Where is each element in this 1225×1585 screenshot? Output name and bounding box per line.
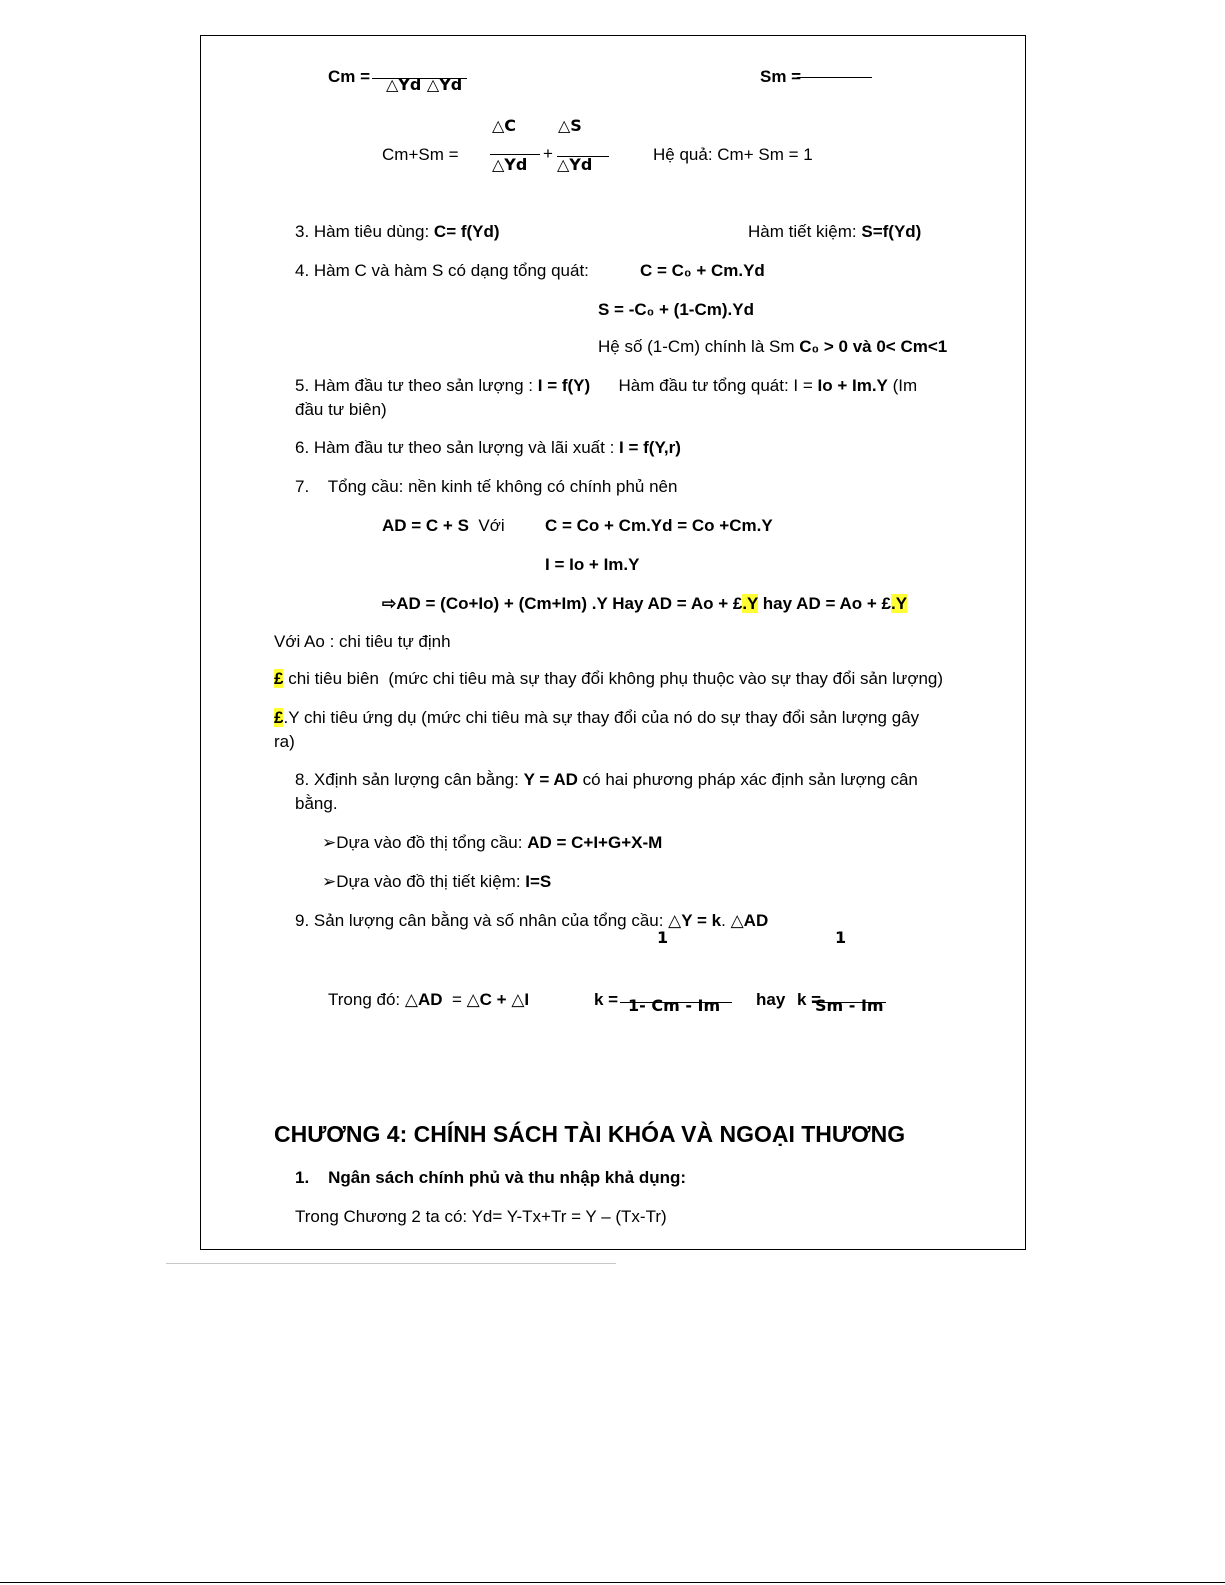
pound-y-note: £.Y chi tiêu ứng dụ (mức chi tiêu mà sự thay đổi của nó do sự thay đổi sản lượng gây	[274, 708, 920, 727]
item-4-c-formula: C = C₀ + Cm.Yd	[640, 261, 765, 280]
hay-word: hay	[756, 990, 786, 1009]
sum-denominator-2: △Yd	[557, 155, 593, 174]
sum-label: Cm+Sm =	[382, 145, 459, 164]
sum-numerator-c: △C	[492, 116, 517, 135]
sum-numerator-s: △S	[558, 116, 582, 135]
k1-numerator: 1	[657, 928, 669, 947]
item-7: 7. Tổng cầu: nền kinh tế không có chính phủ nên	[295, 477, 678, 496]
cm-label: Cm =	[328, 67, 371, 86]
item-3-savings: Hàm tiết kiệm: S=f(Yd)	[748, 222, 922, 241]
item-3: 3. Hàm tiêu dùng: C= f(Yd)	[295, 222, 500, 241]
item-9: 9. Sản lượng cân bằng và số nhân của tổng cầu: △Y = k. △AD	[295, 911, 769, 930]
sm-label: Sm =	[760, 67, 802, 86]
sum-plus: +	[543, 144, 553, 163]
k2-numerator: 1	[835, 928, 847, 947]
ao-note: Với Ao : chi tiêu tự định	[274, 632, 451, 651]
item-4-s-formula: S = -C₀ + (1-Cm).Yd	[598, 300, 754, 319]
bullet-savings: ➢Dựa vào đồ thị tiết kiệm: I=S	[322, 872, 552, 891]
page-bottom-border	[0, 1582, 1225, 1583]
item-5-line2: đầu tư biên)	[295, 400, 387, 419]
chapter-title: CHƯƠNG 4: CHÍNH SÁCH TÀI KHÓA VÀ NGOẠI THƯƠNG	[274, 1121, 906, 1147]
footnote-separator	[166, 1263, 616, 1264]
pound-y-note-line2: ra)	[274, 732, 295, 751]
cm-denominator: △Yd △Yd	[386, 75, 463, 94]
item-4-note: Hệ số (1-Cm) chính là Sm C₀ > 0 và 0< Cm<1	[598, 337, 948, 356]
k2-label: k =	[797, 990, 822, 1009]
item-8-line2: bằng.	[295, 794, 338, 813]
k1-denominator: 1- Cm - Im	[628, 996, 721, 1015]
pound-note: £ chi tiêu biên (mức chi tiêu mà sự thay đổi không phụ thuộc vào sự thay đổi sản lượng)	[274, 669, 944, 688]
ad-definition: AD = C + S Với	[382, 516, 505, 535]
section-1-heading: 1. Ngân sách chính phủ và thu nhập khả dụng:	[295, 1168, 687, 1187]
section-1-text: Trong Chương 2 ta có: Yd= Y-Tx+Tr = Y – (Tx-Tr)	[295, 1207, 667, 1226]
k2-denominator: Sm - Im	[815, 996, 884, 1015]
sum-denominator-1: △Yd	[492, 155, 528, 174]
ad-i-formula: I = Io + Im.Y	[545, 555, 640, 574]
item-5: 5. Hàm đầu tư theo sản lượng : I = f(Y) Hàm đầu tư tổng quát: I = Io + Im.Y (Im	[295, 376, 918, 395]
k1-label: k =	[594, 990, 619, 1009]
ad-c-formula: C = Co + Cm.Yd = Co +Cm.Y	[545, 516, 773, 535]
item-8: 8. Xđịnh sản lượng cân bằng: Y = AD có hai phương pháp xác định sản lượng cân	[295, 770, 918, 789]
ad-result: ⇨AD = (Co+Io) + (Cm+Im) .Y Hay AD = Ao + £.Y hay AD = Ao + £.Y	[382, 594, 908, 613]
item-4: 4. Hàm C và hàm S có dạng tổng quát:	[295, 261, 589, 280]
bullet-aggregate-demand: ➢Dựa vào đồ thị tổng cầu: AD = C+I+G+X-M	[322, 833, 663, 852]
corollary: Hệ quả: Cm+ Sm = 1	[653, 145, 813, 164]
item-6: 6. Hàm đầu tư theo sản lượng và lãi xuất : I = f(Y,r)	[295, 438, 681, 457]
sm-fraction-bar	[797, 77, 872, 78]
where-clause: Trong đó: △AD = △C + △I	[328, 990, 530, 1009]
